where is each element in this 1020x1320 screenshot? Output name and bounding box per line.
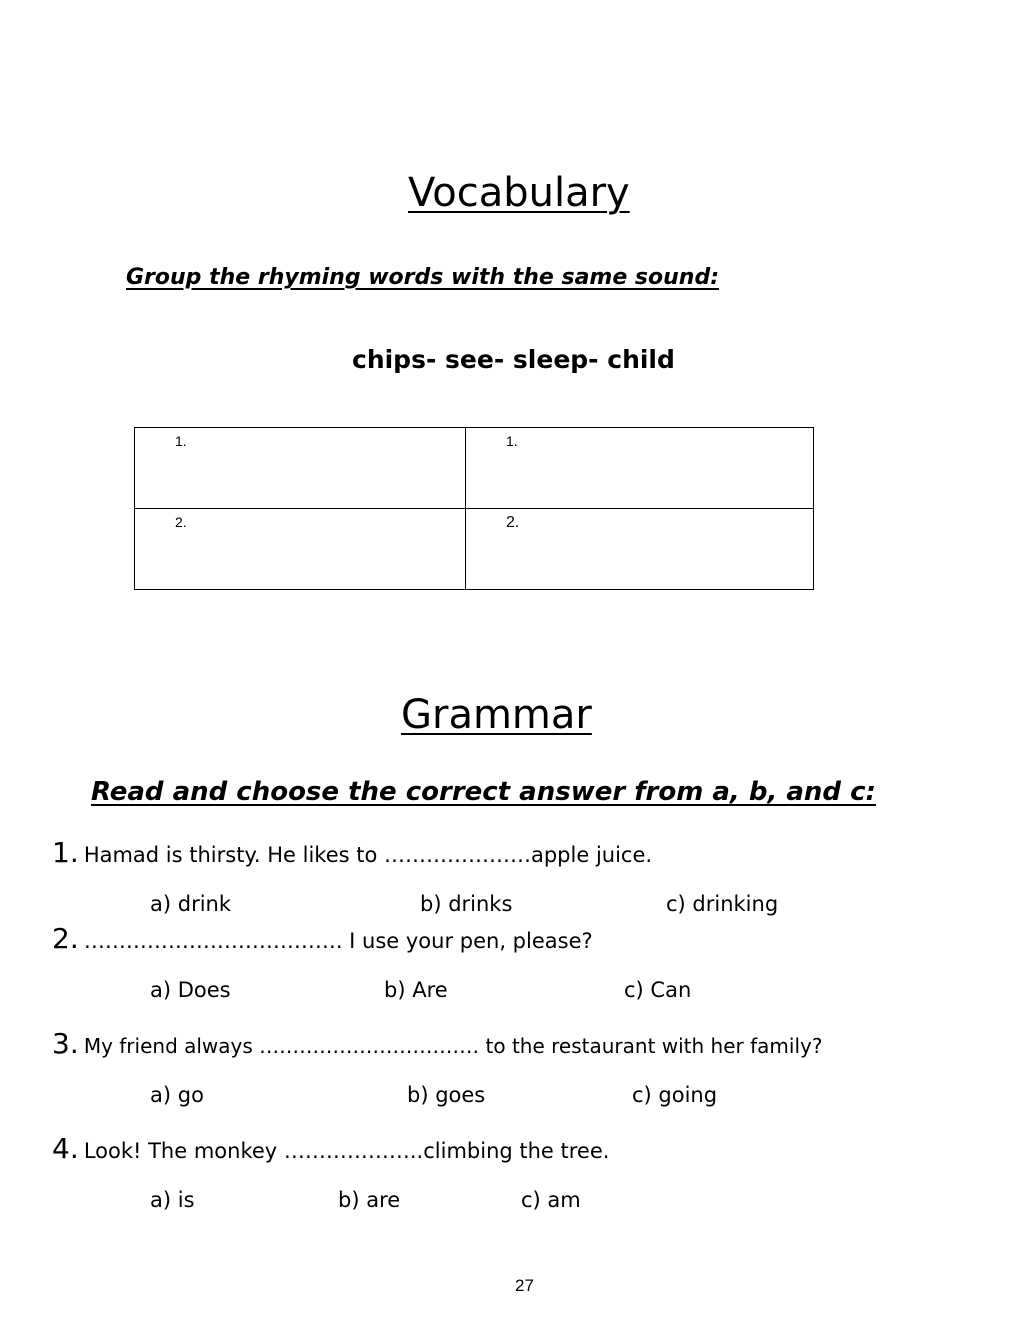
cell-number: 2. [506,514,520,531]
question-text: ………………………………. I use your pen, please? [83,929,593,953]
page-number: 27 [515,1276,534,1295]
table-cell[interactable] [135,509,466,590]
option-b[interactable]: b) Are [384,978,448,1002]
option-a[interactable]: a) Does [150,978,231,1002]
option-c[interactable]: c) going [632,1083,718,1107]
vocabulary-title: Vocabulary [408,170,630,216]
option-c[interactable]: c) drinking [666,892,779,916]
rhyming-words-table [134,427,814,590]
question-4 [52,1132,609,1165]
question-number: 3. [52,1027,79,1060]
option-a[interactable]: a) is [150,1188,195,1212]
table-row [135,509,814,590]
word-bank: chips- see- sleep- child [352,345,675,374]
question-text: Look! The monkey ………………..climbing the tree. [83,1139,610,1163]
grammar-instruction: Read and choose the correct answer from a, b, and c: [91,777,876,807]
question-number: 2. [52,922,79,955]
question-2 [52,922,593,955]
option-b[interactable]: b) are [338,1188,401,1212]
option-c[interactable]: c) Can [624,978,692,1002]
question-text: My friend always …………………………… to the restaurant with her family? [83,1034,823,1058]
cell-number: 1. [506,433,518,449]
option-b[interactable]: b) drinks [420,892,513,916]
question-text: Hamad is thirsty. He likes to …………………apple juice. [83,843,653,867]
cell-number: 2. [175,514,187,530]
vocabulary-instruction: Group the rhyming words with the same sound: [126,265,720,290]
question-1 [52,836,652,869]
question-number: 4. [52,1132,79,1165]
option-c[interactable]: c) am [521,1188,581,1212]
cell-number: 1. [175,433,187,449]
question-number: 1. [52,836,79,869]
option-a[interactable]: a) drink [150,892,232,916]
question-3 [52,1027,822,1060]
table-row [135,428,814,509]
option-b[interactable]: b) goes [407,1083,486,1107]
table-cell[interactable] [466,428,814,509]
table-cell[interactable] [135,428,466,509]
option-a[interactable]: a) go [150,1083,204,1107]
grammar-title: Grammar [401,692,592,738]
table-cell[interactable] [466,509,814,590]
